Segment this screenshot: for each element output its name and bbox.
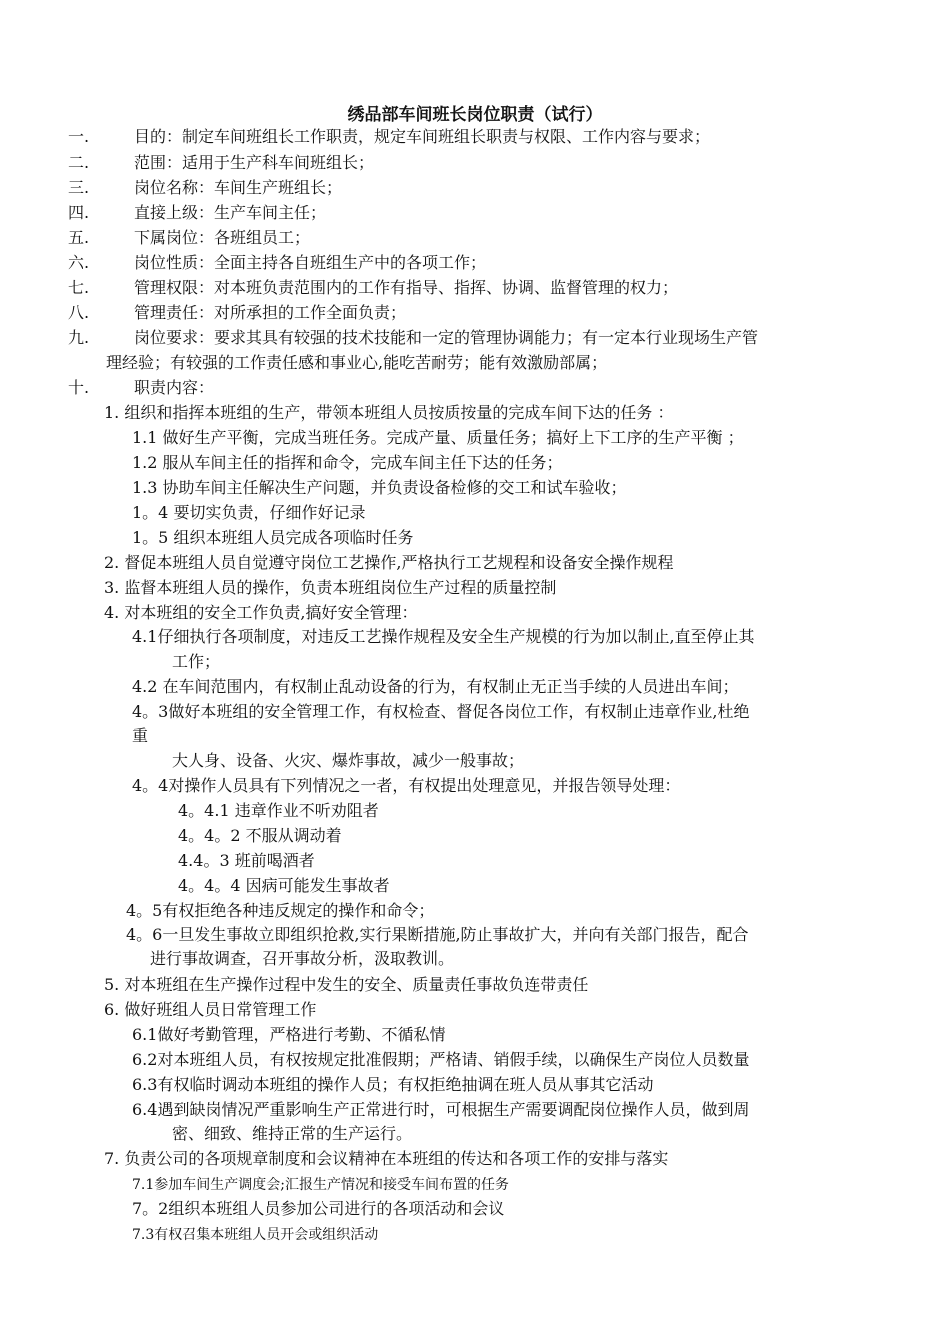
section-6 [68,250,898,276]
duty-subitem: 6.3有权临时调动本班组的操作人员；有权拒绝抽调在班人员从事其它活动 [132,1075,654,1094]
duty-subitem-continuation: 重 [132,726,149,745]
duty-item-1: 1. 组织和指挥本班组的生产，带领本班组人员按质按量的完成车间下达的任务 ： [104,403,674,422]
section-2 [68,150,898,176]
duty-subitem: 1.3 协助车间主任解决生产问题，并负责设备检修的交工和试车验收； [132,478,627,497]
section-number: 五. [68,228,90,247]
section-number: 四. [68,203,90,222]
duty-sub-subitem: 4。4.1 违章作业不听劝阻者 [178,801,379,820]
section-5 [68,225,898,251]
section-number: 三. [68,178,90,197]
duty-subitem: 1.2 服从车间主任的指挥和命令，完成车间主任下达的任务； [132,453,563,472]
section-text: 范围：适用于生产科车间班组长； [134,153,375,172]
duty-subitem-continuation: 工作； [172,652,221,671]
section-text: 岗位要求：要求其具有较强的技术技能和一定的管理协调能力；有一定本行业现场生产管 [134,328,759,347]
section-text: 下属岗位：各班组员工； [134,228,311,247]
section-7 [68,275,898,301]
duty-subitem: 4.1仔细执行各项制度，对违反工艺操作规程及安全生产规模的行为加以制止,直至停止其 [132,627,755,646]
duty-subitem: 7.3有权召集本班组人员开会或组织活动 [132,1227,379,1243]
duty-sub-subitem: 4.4。3 班前喝酒者 [178,851,315,870]
duty-subitem: 7。2组织本班组人员参加公司进行的各项活动和会议 [132,1199,505,1218]
duty-item-5: 5. 对本班组在生产操作过程中发生的安全、质量责任事故负连带责任 [104,975,589,994]
duty-subitem-continuation: 进行事故调查，召开事故分析，汲取教训。 [150,949,455,968]
duty-sub-subitem: 4。4。4 因病可能发生事故者 [178,876,390,895]
section-text: 管理权限：对本班负责范围内的工作有指导、指挥、协调、监督管理的权力； [134,278,679,297]
duty-subitem: 7.1参加车间生产调度会;汇报生产情况和接受车间布置的任务 [132,1177,509,1193]
section-number: 六. [68,253,90,272]
duty-subitem-continuation: 密、细致、维持正常的生产运行。 [172,1124,413,1143]
duty-item-3: 3. 监督本班组人员的操作，负责本班组岗位生产过程的质量控制 [104,578,557,597]
section-text: 直接上级：生产车间主任； [134,203,327,222]
duty-item-2: 2. 督促本班组人员自觉遵守岗位工艺操作,严格执行工艺规程和设备安全操作规程 [104,553,674,572]
section-8 [68,300,898,326]
section-number: 一. [68,127,90,146]
section-9 [68,325,898,351]
section-number: 七. [68,278,90,297]
duty-subitem: 6.2对本班组人员，有权按规定批准假期；严格请、销假手续，以确保生产岗位人员数量 [132,1050,750,1069]
section-3 [68,175,898,201]
duty-subitem: 1.1 做好生产平衡，完成当班任务。完成产量、质量任务；搞好上下工序的生产平衡 ； [132,428,744,447]
duty-subitem-continuation: 大人身、设备、火灾、爆炸事故，减少一般事故； [172,751,525,770]
section-text: 管理责任：对所承担的工作全面负责； [134,303,407,322]
duty-subitem: 4。6一旦发生事故立即组织抢救,实行果断措施,防止事故扩大，并向有关部门报告，配合 [126,925,749,944]
duty-subitem: 6.1做好考勤管理，严格进行考勤、不循私情 [132,1025,446,1044]
duty-subitem: 4。4对操作人员具有下列情况之一者，有权提出处理意见，并报告领导处理： [132,776,681,795]
duty-item-6: 6. 做好班组人员日常管理工作 [104,1000,317,1019]
duty-subitem: 1。4 要切实负责，仔细作好记录 [132,503,366,522]
duty-sub-subitem: 4。4。2 不服从调动着 [178,826,342,845]
duty-item-7: 7. 负责公司的各项规章制度和会议精神在本班组的传达和各项工作的安排与落实 [104,1149,669,1168]
section-4 [68,200,898,226]
section-text: 职责内容： [134,378,215,397]
section-number: 十. [68,378,90,397]
duty-item-4: 4. 对本班组的安全工作负责,搞好安全管理： [104,603,418,622]
duty-subitem: 4.2 在车间范围内，有权制止乱动设备的行为，有权制止无正当手续的人员进出车间； [132,677,739,696]
section-9-continuation: 理经验；有较强的工作责任感和事业心,能吃苦耐劳；能有效激励部属； [106,353,608,372]
duty-subitem: 4。3做好本班组的安全管理工作，有权检查、督促各岗位工作，有权制止违章作业,杜绝 [132,702,750,721]
section-1 [68,124,898,150]
duty-subitem: 1。5 组织本班组人员完成各项临时任务 [132,528,414,547]
section-text: 岗位名称：车间生产班组长； [134,178,343,197]
section-text: 目的：制定车间班组长工作职责，规定车间班组长职责与权限、工作内容与要求； [134,127,711,146]
section-number: 二. [68,153,90,172]
duty-subitem: 4。5有权拒绝各种违反规定的操作和命令； [126,901,435,920]
section-text: 岗位性质：全面主持各自班组生产中的各项工作； [134,253,487,272]
section-10 [68,375,898,401]
page-title: 绣品部车间班长岗位职责（试行） [347,105,603,125]
section-number: 八. [68,303,90,322]
duty-subitem: 6.4遇到缺岗情况严重影响生产正常进行时，可根据生产需要调配岗位操作人员，做到周 [132,1100,750,1119]
section-number: 九. [68,328,90,347]
